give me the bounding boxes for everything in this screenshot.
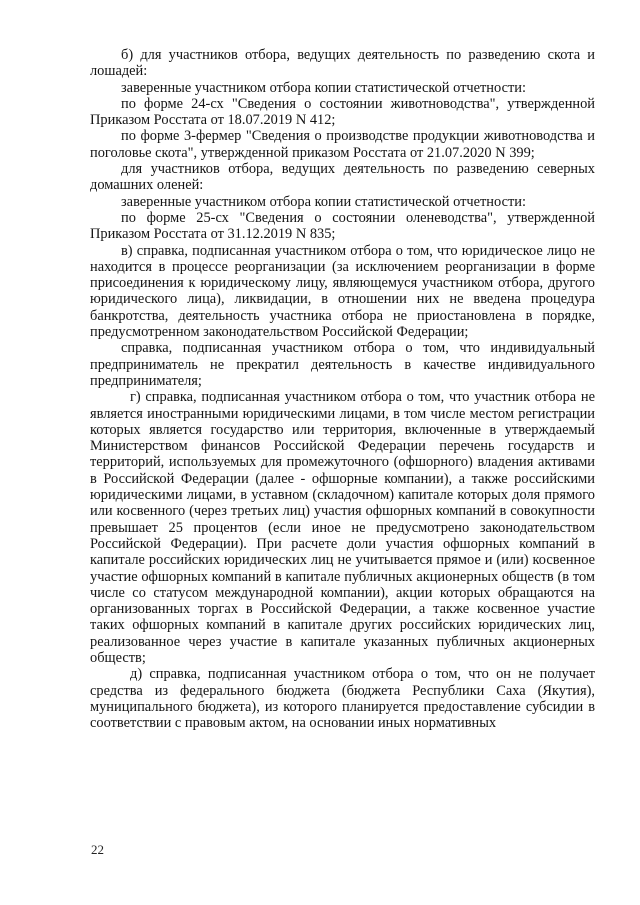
paragraph-item-v-reorganization: в) справка, подписанная участником отбора о том, что юридическое лицо не находится в процессе реорганизации (за исключением реорганизации в форме присоединения к юридическому лицу, являющемуся участником отбора, другого юридического лица), ликвидации, в отношении них не введена процедура банкротства, деятельность участника отбора не приостановлена в порядке, предусмотренном законодательством Российской Федерации;: [90, 242, 595, 341]
paragraph-item-g-offshore: г) справка, подписанная участником отбора о том, что участник отбора не является иностранными юридическими лицами, в том числе местом регистрации которых является государство или территория, включенные в утверждаемый Министерством финансов Российской Федерации перечень государств и территорий, используемых для промежуточного (офшорного) владения активами в Российской Федерации (далее - офшорные компании), а также российскими юридическими лицами, в уставном (складочном) капитале которых доля прямого или косвенного (через третьих лиц) участия офшорных компаний в совокупности превышает 25 процентов (если иное не предусмотрено законодательством Российской Федерации). При расчете доли участия офшорных компаний в капитале российских юридических лиц не учитывается прямое и (или) косвенное участие офшорных компаний в капитале публичных акционерных обществ (в том числе со статусом международной компании), акции которых обращаются на организованных торгах в Российской Федерации, а также косвенное участие таких офшорных компаний в капитале других российских юридических лиц, реализованное через участие в капитале указанных публичных акционерных обществ;: [90, 389, 595, 666]
paragraph-certified-copies: заверенные участником отбора копии статистической отчетности:: [121, 79, 526, 96]
page-number: 22: [91, 842, 104, 857]
paragraph-form-3farmer: по форме 3-фермер "Сведения о производстве продукции животноводства и поголовье скота", утвержденной приказом Росстата от 21.07.2020 N 399;: [90, 128, 595, 161]
document-body: [90, 47, 595, 731]
paragraph-form-24sh: по форме 24-сх "Сведения о состоянии животноводства", утвержденной Приказом Росстата от 18.07.2019 N 412;: [90, 95, 595, 129]
paragraph-reindeer-heading: для участников отбора, ведущих деятельность по разведению северных домашних оленей:: [90, 161, 595, 194]
paragraph-individual-entrepreneur: справка, подписанная участником отбора о том, что индивидуальный предприниматель не прекратил деятельность в качестве индивидуального предпринимателя;: [90, 340, 595, 389]
paragraph-livestock-heading: б) для участников отбора, ведущих деятельность по разведению скота и лошадей:: [90, 47, 595, 80]
paragraph-certified-copies-reindeer: заверенные участником отбора копии статистической отчетности:: [121, 193, 526, 210]
paragraph-item-d-federal-budget: д) справка, подписанная участником отбора о том, что он не получает средства из федерального бюджета (бюджета Республики Саха (Якутия), муниципального бюджета), из которого планируется предоставление субсидии в соответствии с правовым актом, на основании иных нормативных: [90, 666, 595, 732]
paragraph-form-25sh: по форме 25-сх "Сведения о состоянии оленеводства", утвержденной Приказом Росстата от 31.12.2019 N 835;: [90, 209, 595, 243]
